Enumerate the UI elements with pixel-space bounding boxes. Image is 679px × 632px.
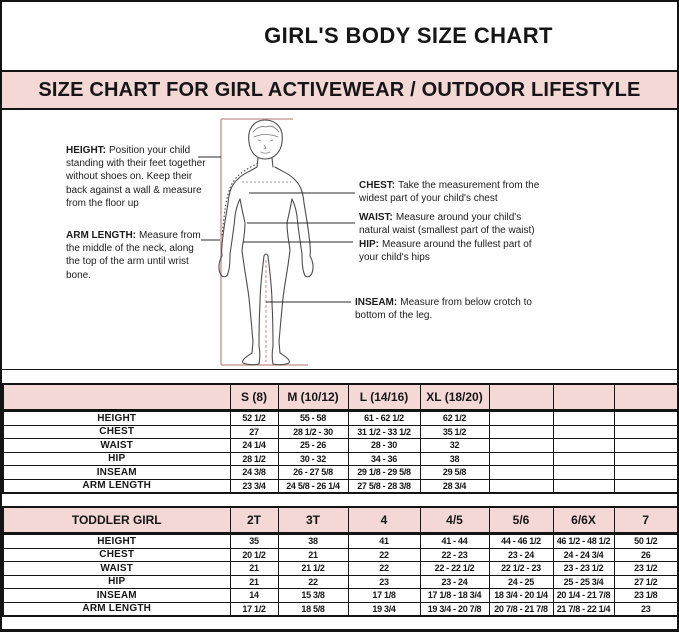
arm-length-instruction-label: ARM LENGTH: xyxy=(66,230,136,241)
row-label: ARM LENGTH xyxy=(3,479,230,493)
size-value xyxy=(553,466,614,480)
size-value: 19 3/4 xyxy=(348,602,420,616)
size-value: 25 - 25 3/4 xyxy=(553,575,614,589)
size-value: 20 1/2 xyxy=(230,548,278,562)
size-value: 21 7/8 - 22 1/4 xyxy=(553,602,614,616)
size-value xyxy=(614,479,678,493)
toddler-size-table-header-row xyxy=(3,507,678,534)
size-value: 23 xyxy=(348,575,420,589)
size-value: 24 5/8 - 26 1/4 xyxy=(278,479,348,493)
size-value: 18 5/8 xyxy=(278,602,348,616)
toddler-size-table xyxy=(2,506,679,617)
table-row xyxy=(3,466,678,480)
size-value: 17 1/8 - 18 3/4 xyxy=(420,589,489,603)
row-label: ARM LENGTH xyxy=(3,602,230,616)
size-value: 29 5/8 xyxy=(420,466,489,480)
size-value xyxy=(614,411,678,426)
size-value: 26 - 27 5/8 xyxy=(278,466,348,480)
row-label: WAIST xyxy=(3,439,230,453)
toddler-size-table-body xyxy=(3,534,678,617)
right-leg-outline xyxy=(268,250,290,365)
size-value: 31 1/2 - 33 1/2 xyxy=(348,425,420,439)
height-instruction-text: Position your child standing with their feet together without shoes on. Keep their back against a wall & measure from the floor up xyxy=(66,145,206,209)
girl-size-table xyxy=(2,383,679,494)
size-value: 22 - 23 xyxy=(420,548,489,562)
inseam-instruction xyxy=(355,296,551,322)
size-value: 25 - 26 xyxy=(278,439,348,453)
size-value: 18 3/4 - 20 1/4 xyxy=(489,589,553,603)
column-header: 3T xyxy=(278,507,348,534)
category-banner xyxy=(2,72,677,110)
arm-length-instruction-text: Measure from the middle of the neck, along the top of the arm until wrist bone. xyxy=(66,230,201,281)
table-row xyxy=(3,534,678,549)
size-value: 22 - 22 1/2 xyxy=(420,562,489,576)
row-label: HIP xyxy=(3,452,230,466)
girl-size-table-body xyxy=(3,411,678,494)
measurement-diagram xyxy=(2,110,677,370)
size-value: 24 - 24 3/4 xyxy=(553,548,614,562)
column-header xyxy=(614,384,678,411)
size-value: 50 1/2 xyxy=(614,534,678,549)
right-arm-outline xyxy=(275,167,313,277)
left-leg-outline xyxy=(242,250,264,365)
size-value: 23 - 24 xyxy=(489,548,553,562)
size-value: 23 - 23 1/2 xyxy=(553,562,614,576)
table-gap xyxy=(2,494,677,506)
size-value: 23 xyxy=(614,602,678,616)
size-value: 38 xyxy=(420,452,489,466)
column-header: M (10/12) xyxy=(278,384,348,411)
size-value: 28 1/2 xyxy=(230,452,278,466)
size-value xyxy=(489,411,553,426)
size-value: 17 1/8 xyxy=(348,589,420,603)
size-value xyxy=(489,466,553,480)
size-value: 21 xyxy=(230,562,278,576)
size-value xyxy=(614,466,678,480)
size-value: 28 - 30 xyxy=(348,439,420,453)
waist-instruction xyxy=(359,211,544,237)
size-value: 23 - 24 xyxy=(420,575,489,589)
column-header: 2T xyxy=(230,507,278,534)
size-value: 34 - 36 xyxy=(348,452,420,466)
size-value: 35 xyxy=(230,534,278,549)
left-arm-outline xyxy=(219,167,257,277)
size-value: 41 xyxy=(348,534,420,549)
row-label: CHEST xyxy=(3,425,230,439)
column-header xyxy=(3,384,230,411)
size-value: 20 7/8 - 21 7/8 xyxy=(489,602,553,616)
row-label: HIP xyxy=(3,575,230,589)
size-value: 27 xyxy=(230,425,278,439)
table-row xyxy=(3,548,678,562)
size-value: 27 1/2 xyxy=(614,575,678,589)
waist-instruction-text: Measure around your child's natural waist (smallest part of the waist) xyxy=(359,212,535,237)
size-value: 38 xyxy=(278,534,348,549)
table-row xyxy=(3,425,678,439)
size-value: 29 1/8 - 29 5/8 xyxy=(348,466,420,480)
size-value: 55 - 58 xyxy=(278,411,348,426)
size-value: 22 xyxy=(348,562,420,576)
size-value: 19 3/4 - 20 7/8 xyxy=(420,602,489,616)
size-value: 44 - 46 1/2 xyxy=(489,534,553,549)
size-value xyxy=(614,452,678,466)
banner-title: SIZE CHART FOR GIRL ACTIVEWEAR / OUTDOOR LIFESTYLE xyxy=(38,78,641,101)
size-value: 41 - 44 xyxy=(420,534,489,549)
table-row xyxy=(3,479,678,493)
hip-instruction xyxy=(359,238,539,264)
size-value: 52 1/2 xyxy=(230,411,278,426)
row-label: HEIGHT xyxy=(3,534,230,549)
page-title: GIRL'S BODY SIZE CHART xyxy=(264,23,553,48)
girl-size-table-header-row xyxy=(3,384,678,411)
row-label: HEIGHT xyxy=(3,411,230,426)
size-value xyxy=(614,439,678,453)
size-value: 21 1/2 xyxy=(278,562,348,576)
table-row xyxy=(3,562,678,576)
size-value: 24 3/8 xyxy=(230,466,278,480)
size-value: 30 - 32 xyxy=(278,452,348,466)
size-value: 27 5/8 - 28 3/8 xyxy=(348,479,420,493)
size-value xyxy=(553,425,614,439)
column-header: 4/5 xyxy=(420,507,489,534)
table-row xyxy=(3,589,678,603)
column-header: L (14/16) xyxy=(348,384,420,411)
hip-instruction-text: Measure around the fullest part of your child's hips xyxy=(359,239,532,264)
table-row xyxy=(3,575,678,589)
column-header: 7 xyxy=(614,507,678,534)
column-header: XL (18/20) xyxy=(420,384,489,411)
arm-length-instruction xyxy=(66,229,206,282)
row-label: INSEAM xyxy=(3,589,230,603)
size-value: 14 xyxy=(230,589,278,603)
size-value: 28 1/2 - 30 xyxy=(278,425,348,439)
size-value xyxy=(553,479,614,493)
size-value xyxy=(489,452,553,466)
size-value: 22 xyxy=(278,575,348,589)
size-value: 24 - 25 xyxy=(489,575,553,589)
size-value xyxy=(614,425,678,439)
size-value: 28 3/4 xyxy=(420,479,489,493)
column-header: 5/6 xyxy=(489,507,553,534)
size-value xyxy=(553,452,614,466)
size-value: 26 xyxy=(614,548,678,562)
chest-instruction-text: Take the measurement from the widest part of your child's chest xyxy=(359,180,540,205)
height-instruction xyxy=(66,144,214,210)
table-row xyxy=(3,439,678,453)
table-row xyxy=(3,411,678,426)
column-header: 4 xyxy=(348,507,420,534)
table-row xyxy=(3,452,678,466)
size-value: 22 xyxy=(348,548,420,562)
size-value: 20 1/4 - 21 7/8 xyxy=(553,589,614,603)
size-value: 17 1/2 xyxy=(230,602,278,616)
inseam-instruction-label: INSEAM: xyxy=(355,297,398,308)
row-label: INSEAM xyxy=(3,466,230,480)
inseam-instruction-text: Measure from below crotch to bottom of the leg. xyxy=(355,297,532,322)
hip-instruction-label: HIP: xyxy=(359,239,379,250)
size-value: 21 xyxy=(278,548,348,562)
column-header: 6/6X xyxy=(553,507,614,534)
size-value: 46 1/2 - 48 1/2 xyxy=(553,534,614,549)
chest-instruction xyxy=(359,179,541,205)
row-label: WAIST xyxy=(3,562,230,576)
section-gap xyxy=(2,370,677,383)
crotch-outline xyxy=(264,254,268,256)
size-value xyxy=(489,425,553,439)
size-value: 24 1/4 xyxy=(230,439,278,453)
size-value: 21 xyxy=(230,575,278,589)
height-instruction-label: HEIGHT: xyxy=(66,145,106,156)
column-header: S (8) xyxy=(230,384,278,411)
size-value xyxy=(489,439,553,453)
table-row xyxy=(3,602,678,616)
size-value xyxy=(489,479,553,493)
size-value: 35 1/2 xyxy=(420,425,489,439)
size-value xyxy=(553,411,614,426)
column-header: TODDLER GIRL xyxy=(3,507,230,534)
chest-instruction-label: CHEST: xyxy=(359,180,396,191)
size-value xyxy=(553,439,614,453)
column-header xyxy=(489,384,553,411)
size-value: 22 1/2 - 23 xyxy=(489,562,553,576)
size-value: 32 xyxy=(420,439,489,453)
size-value: 62 1/2 xyxy=(420,411,489,426)
column-header xyxy=(553,384,614,411)
row-label: CHEST xyxy=(3,548,230,562)
size-value: 23 1/2 xyxy=(614,562,678,576)
size-value: 23 3/4 xyxy=(230,479,278,493)
size-value: 23 1/8 xyxy=(614,589,678,603)
title-bar xyxy=(2,2,677,72)
size-value: 15 3/8 xyxy=(278,589,348,603)
waist-instruction-label: WAIST: xyxy=(359,212,393,223)
size-value: 61 - 62 1/2 xyxy=(348,411,420,426)
